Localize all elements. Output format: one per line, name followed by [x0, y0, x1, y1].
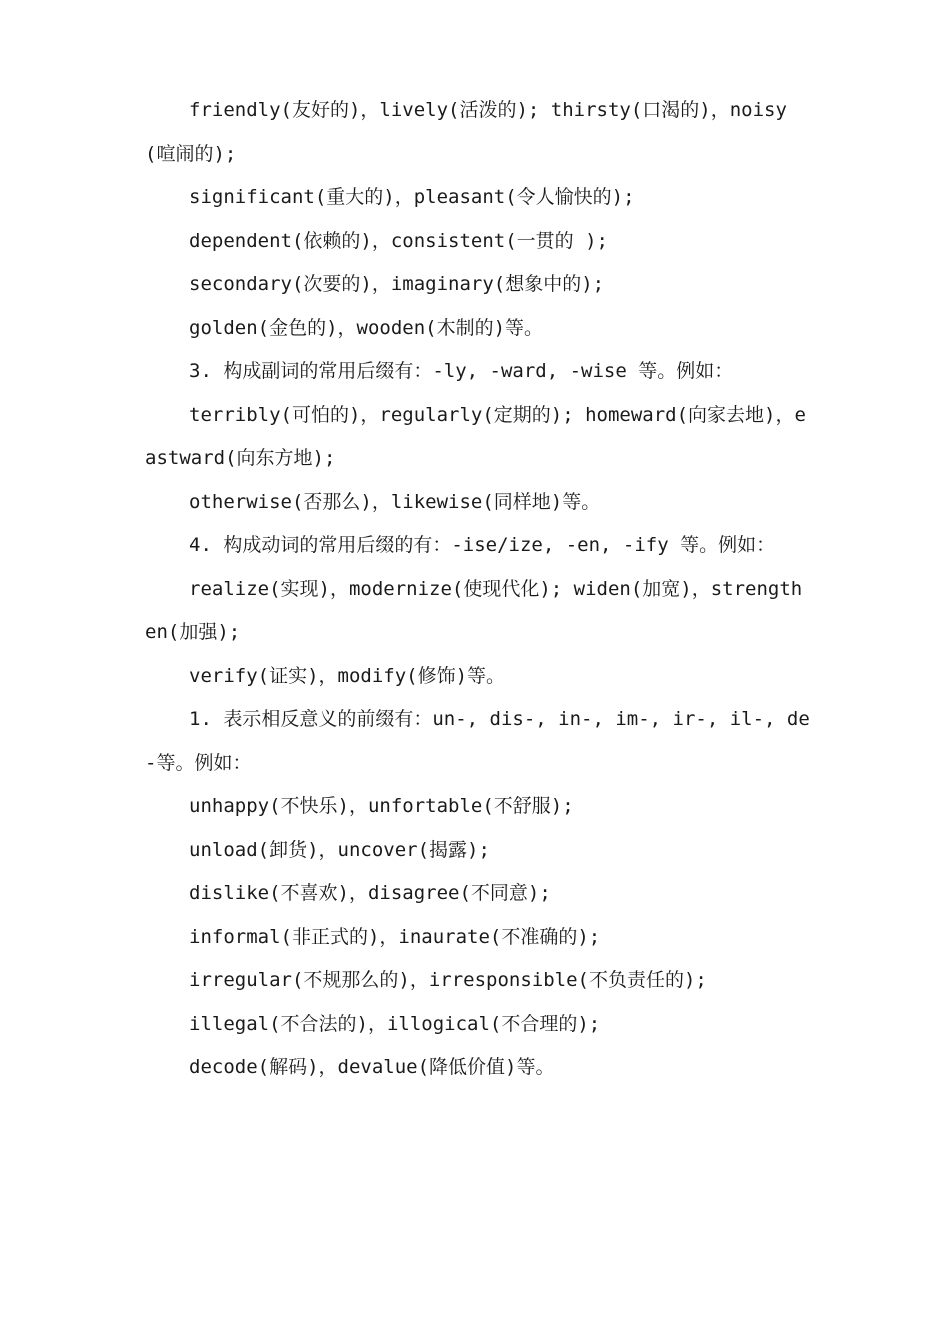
paragraph-prefix-examples-in: informal(非正式的)，inaurate(不准确的);: [189, 925, 601, 948]
paragraph-prefix-examples-ir: irregular(不规那么的)，irresponsible(不负责任的);: [189, 969, 707, 991]
paragraph-negative-prefix-heading: 1. 表示相反意义的前缀有：un-, dis-, in-, im-, ir-, il-, de-等。例如：: [145, 708, 810, 774]
paragraph-adjective-examples-2: significant(重大的)，pleasant(令人愉快的);: [189, 186, 635, 208]
paragraph-adjective-examples-1: friendly(友好的)，lively(活泼的); thirsty(口渴的)，noisy(喧闹的);: [145, 99, 787, 165]
paragraph-adverb-suffix-heading: 3. 构成副词的常用后缀有：-ly, -ward, -wise 等。例如：: [189, 360, 734, 382]
paragraph-prefix-examples-un-1: unhappy(不快乐)，unfortable(不舒服);: [189, 795, 574, 817]
paragraph-adverb-examples-1: terribly(可怕的)，regularly(定期的); homeward(向家去地)，eastward(向东方地);: [145, 403, 806, 469]
paragraph-verb-examples-2: verify(证实)，modify(修饰)等。: [189, 664, 506, 687]
paragraph-verb-examples-1: realize(实现)，modernize(使现代化); widen(加宽)，strengthen(加强);: [145, 577, 803, 643]
paragraph-prefix-examples-de: decode(解码)，devalue(降低价值)等。: [189, 1056, 555, 1078]
paragraph-adverb-examples-2: otherwise(否那么)，likewise(同样地)等。: [189, 490, 601, 513]
paragraph-prefix-examples-un-2: unload(卸货)，uncover(揭露);: [189, 838, 490, 861]
document-body: [145, 89, 810, 1090]
paragraph-adjective-examples-4: secondary(次要的)，imaginary(想象中的);: [189, 273, 605, 295]
paragraph-prefix-examples-dis: dislike(不喜欢)，disagree(不同意);: [189, 882, 551, 904]
paragraph-prefix-examples-il: illegal(不合法的)，illogical(不合理的);: [189, 1012, 601, 1035]
paragraph-verb-suffix-heading: 4. 构成动词的常用后缀的有：-ise/ize, -en, -ify 等。例如：: [189, 534, 776, 556]
paragraph-adjective-examples-3: dependent(依赖的)，consistent(一贯的 );: [189, 229, 608, 252]
paragraph-adjective-examples-5: golden(金色的)，wooden(木制的)等。: [189, 316, 544, 339]
